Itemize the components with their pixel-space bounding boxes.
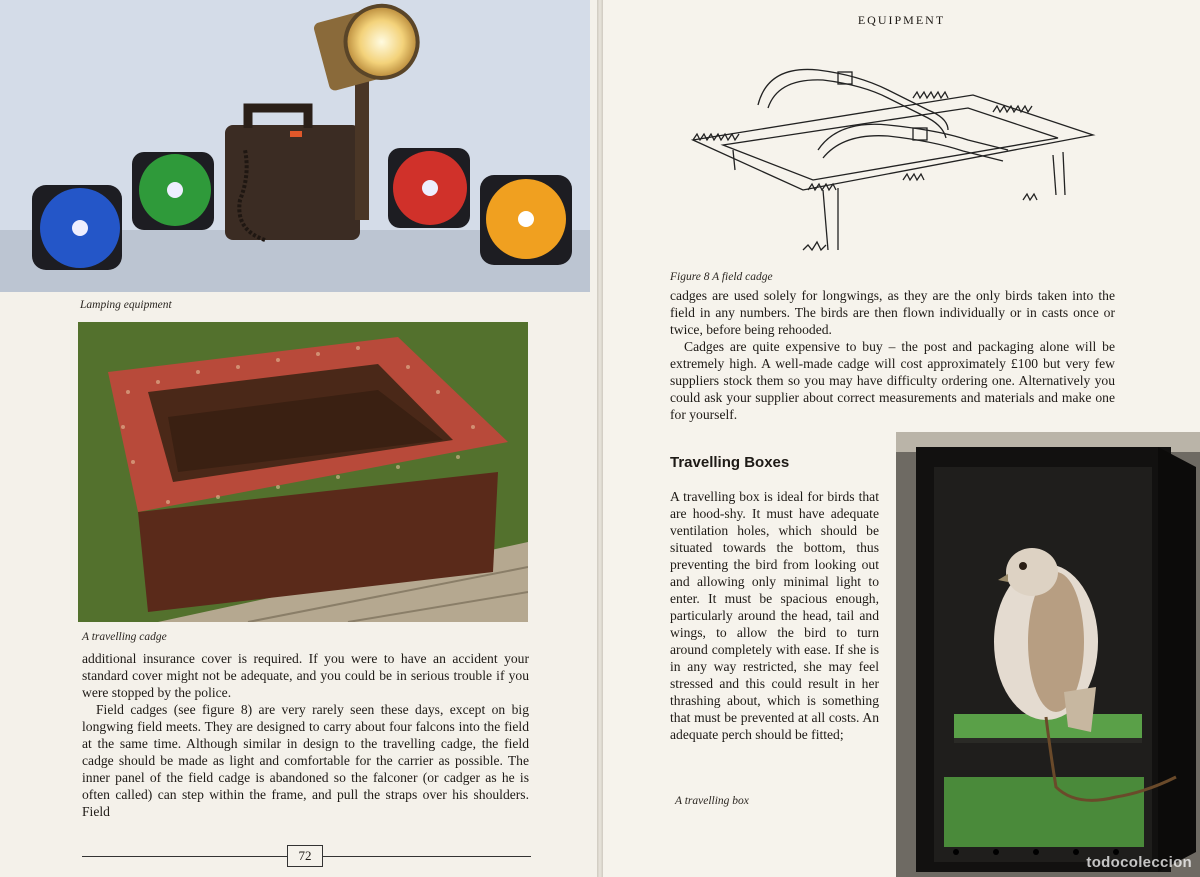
figure-8-caption: Figure 8 A field cadge xyxy=(670,271,773,283)
running-head: EQUIPMENT xyxy=(857,13,946,27)
travelling-cadge-photo xyxy=(78,322,528,622)
right-page xyxy=(603,0,1200,877)
right-paragraph-1: cadges are used solely for longwings, as they are the only birds taken into the field in any numbers. The birds are then flown individually or in casts once or twice, before being rehooded. xyxy=(670,288,1115,337)
right-paragraph-2: Cadges are quite expensive to buy – the post and packaging alone will be extremely high. A well-made cadge will cost approximately £100 but very few suppliers stock them so you may have difficulty ordering one. Alternatively you could ask your supplier about correct measurements and materials and make one for yourself. xyxy=(670,339,1115,422)
left-page xyxy=(0,0,597,877)
right-body-text xyxy=(670,287,1115,423)
travelling-box-photo xyxy=(896,432,1200,877)
left-paragraph-2: Field cadges (see figure 8) are very rarely seen these days, except on big longwing field meets. They are designed to carry about four falcons into the field at the same time. Although similar in design to the travelling cadge, the field cadge should be made as light and comfortable for the carrier as possible. The inner panel of the field cadge is abandoned so the falconer (or cadger as he is often called) can step within the frame, and pull the straps over his shoulders. Field xyxy=(82,702,529,819)
lamping-equipment-photo xyxy=(0,0,590,292)
blue-filter xyxy=(32,185,122,270)
left-body-text xyxy=(82,650,529,820)
travelling-box-text xyxy=(670,488,879,743)
field-cadge-illustration xyxy=(673,40,1103,270)
page-number: 72 xyxy=(287,845,323,867)
travelling-box-caption: A travelling box xyxy=(675,795,749,807)
cadge-caption: A travelling cadge xyxy=(82,631,167,643)
section-heading: Travelling Boxes xyxy=(670,454,790,471)
travelling-box-paragraph: A travelling box is ideal for birds that are hood-shy. It must have adequate ventilation holes, which should be situated towards the bottom, thus preventing the bird from looking out and allowing only minimal light to enter. It must be spacious enough, particularly around the head, tail and wings, to allow the bird to turn around completely with ease. If she is in any way restricted, she may feel stressed and this could result in her thrashing about, which is something that must be prevented at all costs. An adequate perch should be fitted; xyxy=(670,489,879,742)
watermark-text: todocoleccion xyxy=(1086,854,1192,871)
left-paragraph-1: additional insurance cover is required. If you were to have an accident your standard cover might not be adequate, and you could be in serious trouble if you were stopped by the police. xyxy=(82,651,529,700)
lamping-caption: Lamping equipment xyxy=(80,299,172,311)
